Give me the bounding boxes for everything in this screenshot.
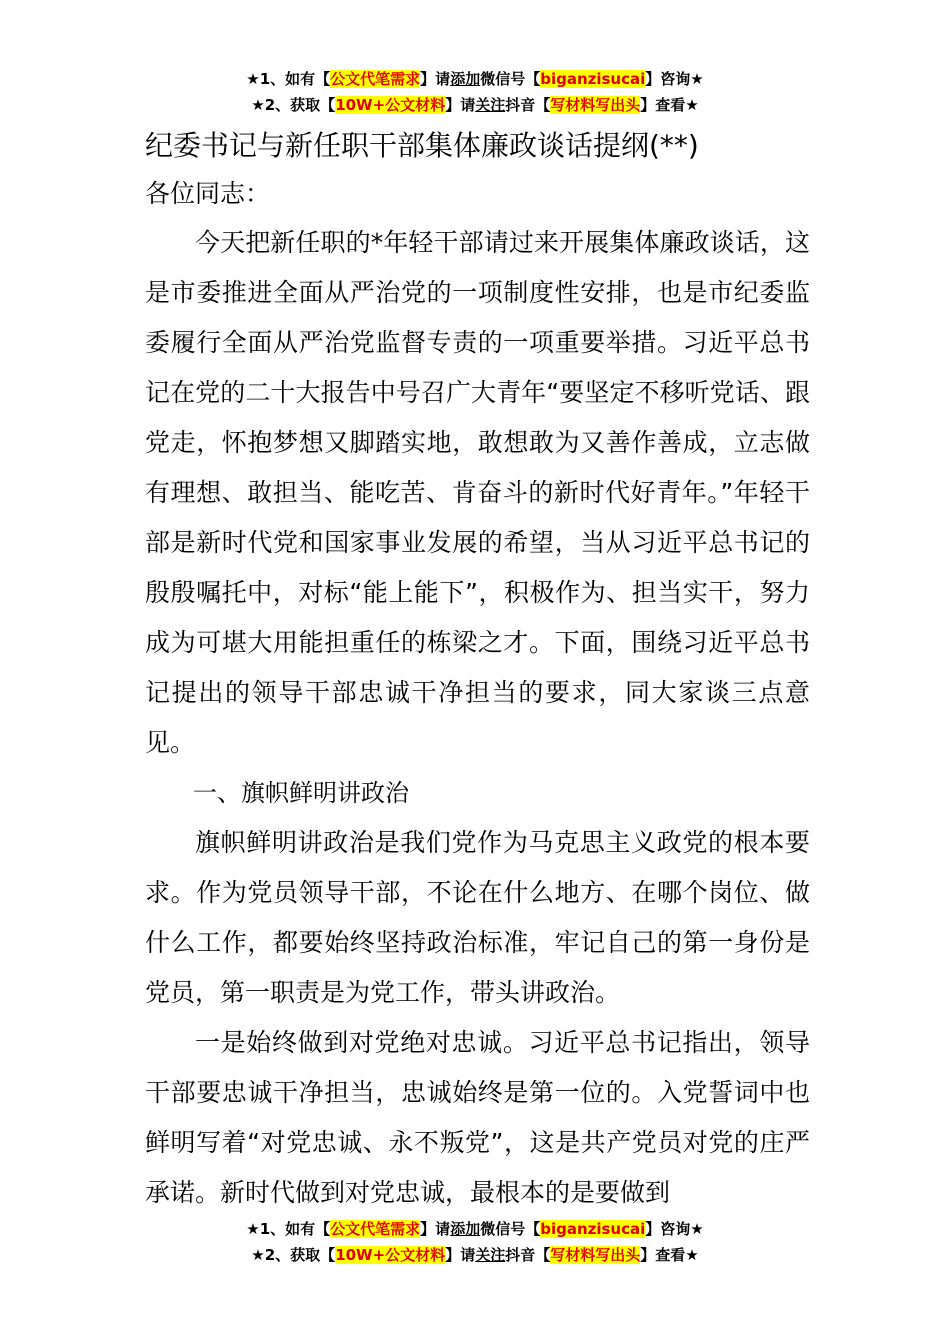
section-heading: 一、旗帜鲜明讲政治 xyxy=(193,779,409,807)
promo-text: 抖音【 xyxy=(505,1246,551,1264)
promo-highlight: 公文代笔需求 xyxy=(330,70,421,88)
promo-text: 微信号【 xyxy=(480,1220,541,1238)
promo-highlight: 写材料写出头 xyxy=(550,1246,641,1264)
promo-highlight: biganzisucai xyxy=(540,1220,646,1238)
document-title: 纪委书记与新任职干部集体廉政谈话提纲(**) xyxy=(145,129,699,162)
paragraph: 旗帜鲜明讲政治是我们党作为马克思主义政党的根本要求。作为党员领导干部，不论在什么地方、在哪个岗位、做什么工作，都要始终坚持政治标准，牢记自己的第一身份是党员，第一职责是为党工作，带头讲政治。 xyxy=(145,828,810,1007)
promo-underline: 关注 xyxy=(475,1246,506,1264)
promo-highlight: 公文代笔需求 xyxy=(330,1220,421,1238)
salutation: 各位同志： xyxy=(145,179,271,208)
footer-promo-banner xyxy=(0,1216,950,1268)
promo-text: 】查看★ xyxy=(640,96,699,114)
header-promo-banner xyxy=(0,66,950,118)
promo-line-1 xyxy=(0,1216,950,1242)
paragraph: 今天把新任职的*年轻干部请过来开展集体廉政谈话，这是市委推进全面从严治党的一项制度性安排，也是市纪委监委履行全面从严治党监督专责的一项重要举措。习近平总书记在党的二十大报告中号召广大青年“要坚定不移听党话、跟党走，怀抱梦想又脚踏实地，敢想敢为又善作善成，立志做有理想、敢担当、能吃苦、肯奋斗的新时代好青年。”年轻干部是新时代党和国家事业发展的希望，当从习近平总书记的殷殷嘱托中，对标“能上能下”，积极作为、担当实干，努力成为可堪大用能担重任的栋梁之才。下面，围绕习近平总书记提出的领导干部忠诚干净担当的要求，同大家谈三点意见。 xyxy=(145,228,810,757)
promo-text: 抖音【 xyxy=(505,96,551,114)
promo-highlight: 写材料写出头 xyxy=(550,96,641,114)
promo-highlight: 10W+公文材料 xyxy=(335,96,446,114)
promo-text: ★2、获取【 xyxy=(251,1246,336,1264)
document-body xyxy=(145,218,810,1218)
promo-text: 微信号【 xyxy=(480,70,541,88)
promo-line-2 xyxy=(0,92,950,118)
promo-highlight: 10W+公文材料 xyxy=(335,1246,446,1264)
promo-text: 】请 xyxy=(420,70,451,88)
promo-text: ★1、如有【 xyxy=(246,1220,331,1238)
promo-line-1 xyxy=(0,66,950,92)
promo-line-2 xyxy=(0,1242,950,1268)
promo-text: 】请 xyxy=(445,96,476,114)
promo-text: 】咨询★ xyxy=(645,1220,704,1238)
promo-text: 】咨询★ xyxy=(645,70,704,88)
promo-underline: 添加 xyxy=(450,1220,481,1238)
paragraph: 一是始终做到对党绝对忠诚。习近平总书记指出，领导干部要忠诚干净担当，忠诚始终是第一位的。入党誓词中也鲜明写着“对党忠诚、永不叛党”，这是共产党员对党的庄严承诺。新时代做到对党忠诚，最根本的是要做到 xyxy=(145,1028,810,1207)
promo-underline: 添加 xyxy=(450,70,481,88)
promo-highlight: biganzisucai xyxy=(540,70,646,88)
promo-text: ★1、如有【 xyxy=(246,70,331,88)
promo-underline: 关注 xyxy=(475,96,506,114)
promo-text: 】请 xyxy=(445,1246,476,1264)
promo-text: ★2、获取【 xyxy=(251,96,336,114)
promo-text: 】请 xyxy=(420,1220,451,1238)
promo-text: 】查看★ xyxy=(640,1246,699,1264)
